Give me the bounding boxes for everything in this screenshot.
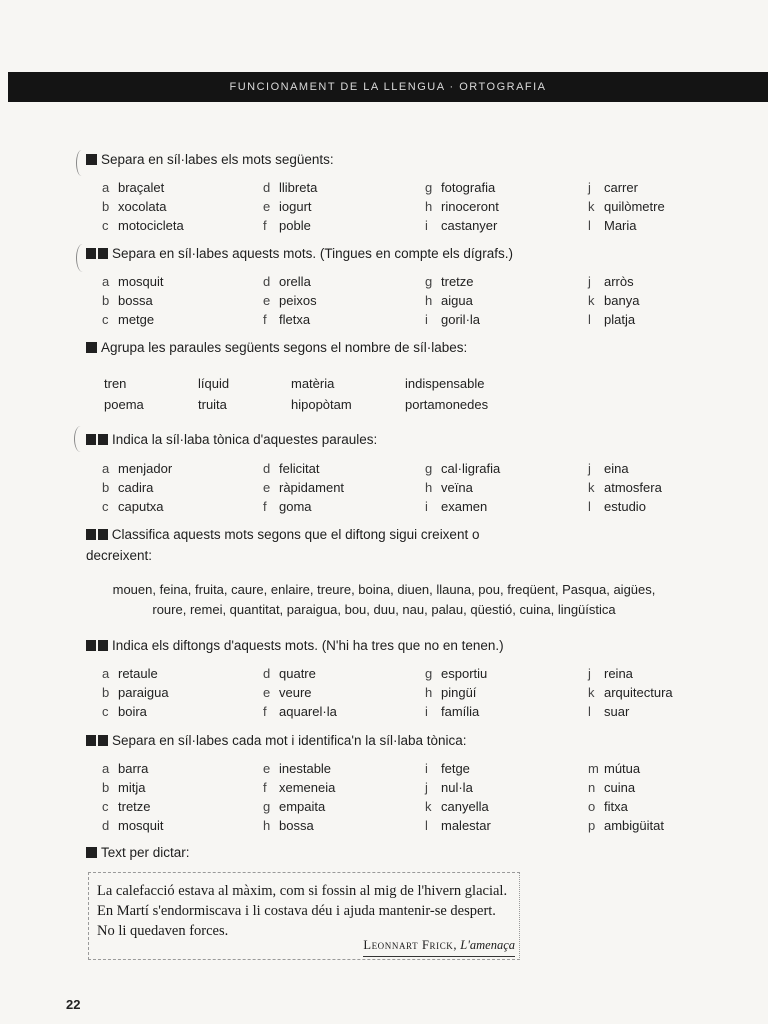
exercise-7-column xyxy=(102,759,164,835)
list-item xyxy=(425,664,487,683)
item-letter: d xyxy=(102,818,110,833)
item-word: xemeneia xyxy=(279,780,336,795)
list-item xyxy=(263,797,335,816)
item-letter: f xyxy=(263,312,267,327)
item-word: castanyer xyxy=(441,218,498,233)
item-letter: c xyxy=(102,704,109,719)
item-letter: b xyxy=(102,685,110,700)
item-word: pingüí xyxy=(441,685,477,700)
list-item xyxy=(102,478,172,497)
item-word: reina xyxy=(604,666,633,681)
list-item xyxy=(588,683,673,702)
item-letter: c xyxy=(102,312,109,327)
item-word: poble xyxy=(279,218,311,233)
item-letter: g xyxy=(425,180,433,195)
item-letter: f xyxy=(263,780,267,795)
list-item xyxy=(425,816,491,835)
list-item xyxy=(588,816,664,835)
item-letter: k xyxy=(588,293,595,308)
item-letter: b xyxy=(102,780,110,795)
item-letter: a xyxy=(102,274,110,289)
list-item xyxy=(102,310,164,329)
item-letter: f xyxy=(263,499,267,514)
list-item xyxy=(588,272,639,291)
item-letter: o xyxy=(588,799,596,814)
list-item xyxy=(425,478,500,497)
list-item xyxy=(102,702,169,721)
item-word: braçalet xyxy=(118,180,165,195)
list-item xyxy=(425,778,491,797)
item-letter: h xyxy=(425,293,433,308)
item-word: carrer xyxy=(604,180,638,195)
item-word: atmosfera xyxy=(604,480,662,495)
item-word: empaita xyxy=(279,799,326,814)
item-word: arròs xyxy=(604,274,634,289)
item-letter: b xyxy=(102,480,110,495)
item-word: platja xyxy=(604,312,636,327)
list-item xyxy=(425,497,500,516)
item-word: cadira xyxy=(118,480,154,495)
word: líquid xyxy=(198,376,230,391)
instruction-text: Separa en síl·labes aquests mots. (Tingues en compte els dígrafs.) xyxy=(112,246,513,261)
item-word: mosquit xyxy=(118,818,164,833)
item-letter: g xyxy=(425,274,433,289)
exercise-marker-icon xyxy=(86,640,108,651)
list-item xyxy=(588,310,639,329)
list-item xyxy=(425,759,491,778)
item-word: eina xyxy=(604,461,629,476)
item-letter: h xyxy=(263,818,271,833)
item-word: quilòmetre xyxy=(604,199,665,214)
item-letter: e xyxy=(263,293,271,308)
exercise-7-instruction xyxy=(86,733,467,748)
list-item xyxy=(263,216,317,235)
item-letter: b xyxy=(102,293,110,308)
list-item xyxy=(263,778,335,797)
exercise-1-column xyxy=(588,178,665,235)
item-letter: i xyxy=(425,312,428,327)
item-word: xocolata xyxy=(118,199,167,214)
item-word: Maria xyxy=(604,218,637,233)
item-word: veure xyxy=(279,685,312,700)
item-word: nul·la xyxy=(441,780,473,795)
exercise-3-instruction xyxy=(86,340,467,355)
list-item xyxy=(263,702,337,721)
list-item xyxy=(425,702,487,721)
item-word: tretze xyxy=(441,274,474,289)
exercise-marker-icon xyxy=(86,735,108,746)
item-letter: k xyxy=(588,685,595,700)
item-word: rinoceront xyxy=(441,199,499,214)
list-item xyxy=(102,797,164,816)
item-letter: l xyxy=(588,312,591,327)
instruction-text: Separa en síl·labes els mots següents: xyxy=(101,152,334,167)
list-item xyxy=(263,459,344,478)
item-letter: j xyxy=(588,666,591,681)
exercise-marker-icon xyxy=(86,434,108,445)
item-letter: g xyxy=(425,461,433,476)
item-word: llibreta xyxy=(279,180,318,195)
list-item xyxy=(588,197,665,216)
word-list-line: roure, remei, quantitat, paraigua, bou, duu, nau, palau, qüestió, cuina, lingüística xyxy=(152,602,616,617)
exercise-6-column xyxy=(588,664,673,721)
item-word: fitxa xyxy=(604,799,628,814)
item-word: fetge xyxy=(441,761,470,776)
source-work: L'amenaça xyxy=(460,938,515,952)
item-letter: b xyxy=(102,199,110,214)
exercise-marker-icon xyxy=(86,342,97,353)
list-item xyxy=(263,683,337,702)
section-title: FUNCIONAMENT DE LA LLENGUA · ORTOGRAFIA xyxy=(229,81,547,93)
instruction-text: Classifica aquests mots segons que el diftong sigui creixent o decreixent: xyxy=(86,527,480,563)
list-item xyxy=(102,778,164,797)
list-item xyxy=(425,683,487,702)
list-item xyxy=(588,664,673,683)
item-letter: l xyxy=(588,499,591,514)
word: portamonedes xyxy=(405,397,489,412)
list-item xyxy=(263,478,344,497)
exercise-2-column xyxy=(102,272,164,329)
word: matèria xyxy=(291,376,335,391)
item-word: menjador xyxy=(118,461,173,476)
page-number: 22 xyxy=(66,997,81,1012)
item-word: peixos xyxy=(279,293,317,308)
list-item xyxy=(425,216,499,235)
item-word: banya xyxy=(604,293,640,308)
item-letter: e xyxy=(263,685,271,700)
list-item xyxy=(425,310,480,329)
item-word: arquitectura xyxy=(604,685,673,700)
exercise-7-column xyxy=(263,759,335,835)
item-letter: i xyxy=(425,499,428,514)
item-letter: j xyxy=(588,274,591,289)
list-item xyxy=(588,478,662,497)
list-item xyxy=(263,310,317,329)
exercise-1-instruction xyxy=(86,152,334,167)
item-word: quatre xyxy=(279,666,316,681)
item-letter: c xyxy=(102,499,109,514)
item-letter: l xyxy=(588,218,591,233)
item-letter: h xyxy=(425,199,433,214)
list-item xyxy=(263,664,337,683)
exercise-1-column xyxy=(263,178,317,235)
list-item xyxy=(102,291,164,310)
list-item xyxy=(102,178,184,197)
item-word: iogurt xyxy=(279,199,312,214)
list-item xyxy=(263,178,317,197)
exercise-marker-icon xyxy=(86,154,97,165)
exercise-7-column xyxy=(425,759,491,835)
list-item xyxy=(263,759,335,778)
item-letter: f xyxy=(263,218,267,233)
exercise-6-column xyxy=(263,664,337,721)
list-item xyxy=(263,272,317,291)
exercise-2-column xyxy=(263,272,317,329)
instruction-text: Separa en síl·labes cada mot i identifica'n la síl·laba tònica: xyxy=(112,733,467,748)
item-letter: h xyxy=(425,685,433,700)
list-item xyxy=(588,178,665,197)
item-word: motocicleta xyxy=(118,218,184,233)
dictation-text: La calefacció estava al màxim, com si fossin al mig de l'hivern glacial. En Martí s'endormiscava i li costava déu i ajuda mantenir-se despert. No li quedaven forces. xyxy=(97,883,508,939)
exercise-8-instruction xyxy=(86,845,190,860)
word-list-line: mouen, feina, fruita, caure, enlaire, treure, boina, diuen, llauna, pou, freqüent, Pasqua, aigües, xyxy=(112,582,656,597)
exercise-1-column xyxy=(102,178,184,235)
source-author: Leonnart Frick, xyxy=(363,938,458,952)
item-word: barra xyxy=(118,761,149,776)
exercise-4-column xyxy=(588,459,662,516)
item-letter: e xyxy=(263,480,271,495)
exercise-6-column xyxy=(102,664,169,721)
list-item xyxy=(102,216,184,235)
item-letter: f xyxy=(263,704,267,719)
item-letter: j xyxy=(588,461,591,476)
exercise-4-column xyxy=(263,459,344,516)
list-item xyxy=(425,291,480,310)
item-word: mitja xyxy=(118,780,146,795)
list-item xyxy=(263,497,344,516)
item-word: orella xyxy=(279,274,311,289)
item-word: canyella xyxy=(441,799,489,814)
item-letter: a xyxy=(102,461,110,476)
word: hipopòtam xyxy=(291,397,352,412)
item-letter: c xyxy=(102,218,109,233)
item-letter: k xyxy=(425,799,432,814)
exercise-marker-icon xyxy=(86,529,108,540)
list-item xyxy=(425,797,491,816)
item-word: fotografia xyxy=(441,180,496,195)
item-word: cal·ligrafia xyxy=(441,461,501,476)
list-item xyxy=(588,216,665,235)
item-letter: g xyxy=(263,799,271,814)
instruction-text: Indica els diftongs d'aquests mots. (N'hi ha tres que no en tenen.) xyxy=(112,638,504,653)
item-letter: g xyxy=(425,666,433,681)
exercise-4-column xyxy=(425,459,500,516)
exercise-4-column xyxy=(102,459,172,516)
list-item xyxy=(588,459,662,478)
item-letter: k xyxy=(588,480,595,495)
item-letter: j xyxy=(425,780,428,795)
item-letter: i xyxy=(425,218,428,233)
item-letter: h xyxy=(425,480,433,495)
exercise-1-column xyxy=(425,178,499,235)
item-word: suar xyxy=(604,704,630,719)
item-letter: d xyxy=(263,461,271,476)
exercise-4-instruction xyxy=(86,432,377,447)
item-word: mútua xyxy=(604,761,641,776)
item-word: ambigüitat xyxy=(604,818,664,833)
item-word: tretze xyxy=(118,799,151,814)
instruction-text: Agrupa les paraules següents segons el nombre de síl·labes: xyxy=(101,340,468,355)
list-item xyxy=(102,816,164,835)
exercise-6-instruction xyxy=(86,638,504,653)
item-letter: d xyxy=(263,666,271,681)
item-word: veïna xyxy=(441,480,473,495)
item-letter: m xyxy=(588,761,599,776)
item-word: inestable xyxy=(279,761,332,776)
item-word: fletxa xyxy=(279,312,311,327)
exercise-2-column xyxy=(425,272,480,329)
section-header xyxy=(8,72,768,102)
item-letter: e xyxy=(263,199,271,214)
list-item xyxy=(102,197,184,216)
exercise-6-column xyxy=(425,664,487,721)
item-word: boira xyxy=(118,704,147,719)
item-letter: l xyxy=(588,704,591,719)
list-item xyxy=(588,797,664,816)
item-word: ràpidament xyxy=(279,480,345,495)
word: truita xyxy=(198,397,227,412)
item-word: examen xyxy=(441,499,488,514)
item-word: estudio xyxy=(604,499,646,514)
list-item xyxy=(102,497,172,516)
list-item xyxy=(263,197,317,216)
item-word: aquarel·la xyxy=(279,704,337,719)
exercise-marker-icon xyxy=(86,847,97,858)
item-word: cuina xyxy=(604,780,636,795)
item-word: mosquit xyxy=(118,274,164,289)
instruction-text: Text per dictar: xyxy=(101,845,190,860)
list-item xyxy=(263,816,335,835)
list-item xyxy=(588,778,664,797)
exercise-2-instruction xyxy=(86,246,513,261)
item-word: esportiu xyxy=(441,666,488,681)
list-item xyxy=(102,664,169,683)
list-item xyxy=(425,459,500,478)
item-letter: d xyxy=(263,180,271,195)
dictation-box xyxy=(88,872,520,960)
list-item xyxy=(588,497,662,516)
item-letter: c xyxy=(102,799,109,814)
list-item xyxy=(102,683,169,702)
word: poema xyxy=(104,397,144,412)
list-item xyxy=(102,759,164,778)
item-letter: d xyxy=(263,274,271,289)
list-item xyxy=(588,291,639,310)
item-word: felicitat xyxy=(279,461,320,476)
item-word: malestar xyxy=(441,818,491,833)
item-letter: a xyxy=(102,761,110,776)
dictation-source xyxy=(363,935,515,957)
item-letter: i xyxy=(425,704,428,719)
item-word: paraigua xyxy=(118,685,169,700)
list-item xyxy=(263,291,317,310)
list-item xyxy=(588,702,673,721)
item-letter: j xyxy=(588,180,591,195)
list-item xyxy=(425,178,499,197)
item-letter: e xyxy=(263,761,271,776)
exercise-5-word-list xyxy=(104,580,664,620)
item-letter: p xyxy=(588,818,596,833)
item-word: família xyxy=(441,704,480,719)
item-word: aigua xyxy=(441,293,473,308)
item-letter: n xyxy=(588,780,596,795)
exercise-5-instruction xyxy=(86,524,526,566)
list-item xyxy=(425,272,480,291)
item-word: retaule xyxy=(118,666,158,681)
item-letter: l xyxy=(425,818,428,833)
list-item xyxy=(425,197,499,216)
item-word: metge xyxy=(118,312,155,327)
word: tren xyxy=(104,376,127,391)
list-item xyxy=(588,759,664,778)
exercise-marker-icon xyxy=(86,248,108,259)
item-letter: a xyxy=(102,666,110,681)
item-letter: a xyxy=(102,180,110,195)
item-letter: i xyxy=(425,761,428,776)
item-word: caputxa xyxy=(118,499,164,514)
exercise-2-column xyxy=(588,272,639,329)
exercise-7-column xyxy=(588,759,664,835)
item-letter: k xyxy=(588,199,595,214)
item-word: bossa xyxy=(118,293,153,308)
word: indispensable xyxy=(405,376,485,391)
list-item xyxy=(102,272,164,291)
item-word: goril·la xyxy=(441,312,481,327)
instruction-text: Indica la síl·laba tònica d'aquestes paraules: xyxy=(112,432,378,447)
item-word: bossa xyxy=(279,818,314,833)
item-word: goma xyxy=(279,499,312,514)
list-item xyxy=(102,459,172,478)
